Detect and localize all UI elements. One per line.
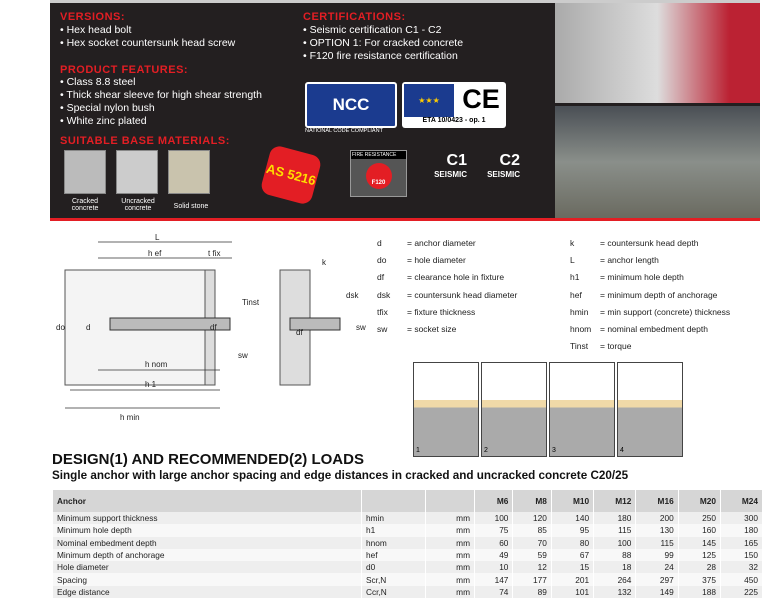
table-cell: 60 (475, 537, 513, 549)
table-cell: h1 (362, 524, 426, 536)
table-cell: 100 (594, 537, 636, 549)
table-cell: mm (426, 512, 475, 524)
legend-item: k = countersunk head depth (570, 238, 699, 248)
label-df: df (210, 323, 217, 332)
table-cell: 74 (475, 586, 513, 598)
materials-heading: SUITABLE BASE MATERIALS: (60, 135, 230, 147)
ce-mark: CE (462, 84, 500, 114)
seismic-c1-badge (412, 152, 467, 179)
table-cell: 180 (594, 512, 636, 524)
legend-item: df = clearance hole in fixture (377, 272, 505, 283)
solid-stone-image (168, 150, 210, 194)
table-cell: 300 (720, 512, 762, 524)
step-1: 1 (413, 362, 479, 457)
table-cell: 18 (594, 561, 636, 573)
step-4: 4 (617, 362, 683, 457)
table-cell: 115 (636, 537, 678, 549)
table-row (53, 573, 763, 585)
table-cell: Minimum support thickness (53, 512, 362, 524)
table-cell: hnom (362, 537, 426, 549)
anchor-photo (555, 3, 760, 103)
table-cell: 145 (678, 537, 720, 549)
list-item: • Special nylon bush (60, 102, 262, 115)
table-cell: 120 (513, 512, 551, 524)
c2-label: C2 (499, 152, 520, 169)
table-cell: 95 (551, 524, 593, 536)
table-cell: 200 (636, 512, 678, 524)
table-cell: 125 (678, 549, 720, 561)
table-cell: 89 (513, 586, 551, 598)
legend-item: do = hole diameter (377, 255, 466, 266)
table-cell: 177 (513, 573, 551, 585)
table-cell: 140 (551, 512, 593, 524)
versions-heading: VERSIONS: (60, 11, 126, 23)
table-cell: mm (426, 524, 475, 536)
table-cell: 147 (475, 573, 513, 585)
table-cell: 101 (551, 586, 593, 598)
legend-right (570, 235, 730, 355)
table-cell: mm (426, 586, 475, 598)
installation-photo (555, 106, 760, 218)
list-item: • F120 fire resistance certification (303, 50, 463, 63)
table-cell: 15 (551, 561, 593, 573)
legend-item: Tinst = torque (570, 341, 632, 352)
installation-steps (413, 362, 683, 455)
table-cell: 264 (594, 573, 636, 585)
eta-label: ETA 10/0423 - op. 1 (422, 117, 486, 124)
table-cell: 99 (636, 549, 678, 561)
column-header: M16 (636, 490, 678, 512)
step-2: 2 (481, 362, 547, 457)
table-cell: Nominal embedment depth (53, 537, 362, 549)
table-cell: hef (362, 549, 426, 561)
table-cell: 28 (678, 561, 720, 573)
table-cell: Ccr,N (362, 586, 426, 598)
certifications-heading: CERTIFICATIONS: (303, 11, 406, 23)
table-cell: 24 (636, 561, 678, 573)
anchor-dimension-diagram (50, 230, 370, 425)
table-cell: d0 (362, 561, 426, 573)
table-row (53, 524, 763, 536)
certifications-list (303, 24, 463, 63)
table-row (53, 537, 763, 549)
uncracked-concrete-image (116, 150, 158, 194)
table-row (53, 561, 763, 573)
label-tfix: t fix (208, 249, 221, 258)
ncc-logo: NCC (305, 82, 397, 128)
table-cell: mm (426, 561, 475, 573)
table-cell: 49 (475, 549, 513, 561)
table-cell: 450 (720, 573, 762, 585)
column-header: M10 (551, 490, 593, 512)
list-item: • Seismic certification C1 - C2 (303, 24, 463, 37)
table-cell: 149 (636, 586, 678, 598)
legend-item: hnom = nominal embedment depth (570, 324, 708, 335)
table-cell: 250 (678, 512, 720, 524)
table-cell: 130 (636, 524, 678, 536)
table-cell: Hole diameter (53, 561, 362, 573)
label-df2: df (296, 328, 303, 337)
table-row (53, 586, 763, 598)
table-cell: Edge distance (53, 586, 362, 598)
table-cell: 10 (475, 561, 513, 573)
label-dsk: dsk (346, 291, 359, 300)
ce-logo (402, 82, 506, 128)
as5216-badge: AS 5216 (259, 144, 322, 206)
table-cell: 88 (594, 549, 636, 561)
seismic-c2-badge (465, 152, 520, 179)
label-sw2: sw (356, 323, 366, 332)
table-cell: 80 (551, 537, 593, 549)
material-label: Cracked concrete (71, 198, 99, 212)
legend-item: h1 = minimum hole depth (570, 272, 684, 283)
list-item: • Thick shear sleeve for high shear strength (60, 89, 262, 102)
f120-icon: F120 (366, 163, 392, 189)
label-h1: h 1 (145, 380, 157, 389)
label-d: d (86, 323, 91, 332)
eu-flag-icon: ★★★ (404, 84, 454, 117)
column-header: M24 (720, 490, 762, 512)
table-cell: Scr,N (362, 573, 426, 585)
legend-item: d = anchor diameter (377, 238, 476, 248)
list-item: • White zinc plated (60, 115, 262, 128)
material-label: Solid stone (173, 203, 209, 210)
column-header: M12 (594, 490, 636, 512)
label-L: L (155, 233, 160, 242)
legend-item: hmin = min support (concrete) thickness (570, 306, 731, 317)
label-hmin: h min (120, 413, 140, 422)
table-cell: 150 (720, 549, 762, 561)
legend-item: sw = socket size (377, 324, 457, 335)
seismic-label: SEISMIC (487, 170, 520, 179)
table-cell: mm (426, 573, 475, 585)
table-cell: 188 (678, 586, 720, 598)
table-cell: 297 (636, 573, 678, 585)
table-row (53, 512, 763, 524)
table-cell: 12 (513, 561, 551, 573)
label-tinst: Tinst (242, 298, 260, 307)
fire-label: FIRE RESISTANCE (351, 151, 406, 159)
table-cell: 160 (678, 524, 720, 536)
label-sw: sw (238, 351, 248, 360)
table-cell: 115 (594, 524, 636, 536)
seismic-label: SEISMIC (434, 170, 467, 179)
material-label: Uncracked concrete (121, 198, 155, 212)
table-cell: 201 (551, 573, 593, 585)
table-cell: 375 (678, 573, 720, 585)
features-heading: PRODUCT FEATURES: (60, 64, 189, 76)
label-k: k (322, 258, 326, 267)
table-cell: mm (426, 537, 475, 549)
loads-title: DESIGN(1) AND RECOMMENDED(2) LOADS (52, 451, 364, 468)
legend-item: dsk = countersunk head diameter (377, 289, 518, 300)
list-item: • Hex socket countersunk head screw (60, 37, 235, 50)
column-header (362, 490, 426, 512)
features-list (60, 76, 262, 128)
legend-item: hef = minimum depth of anchorage (570, 289, 718, 300)
legend-left (377, 235, 517, 338)
legend-item: L = anchor length (570, 255, 659, 266)
ncc-caption: NATIONAL CODE COMPLIANT (305, 128, 383, 134)
table-cell: hmin (362, 512, 426, 524)
table-cell: 70 (513, 537, 551, 549)
column-header (426, 490, 475, 512)
table-cell: 67 (551, 549, 593, 561)
column-header: M8 (513, 490, 551, 512)
table-cell: Minimum depth of anchorage (53, 549, 362, 561)
loads-table (52, 490, 762, 598)
column-header: M20 (678, 490, 720, 512)
cracked-concrete-image (64, 150, 106, 194)
c1-label: C1 (446, 152, 467, 169)
table-cell: Spacing (53, 573, 362, 585)
table-cell: Minimum hole depth (53, 524, 362, 536)
label-hnom: h nom (145, 360, 168, 369)
list-item: • Hex head bolt (60, 24, 235, 37)
list-item: • OPTION 1: For cracked concrete (303, 37, 463, 50)
table-cell: 59 (513, 549, 551, 561)
step-3: 3 (549, 362, 615, 457)
label-do: do (56, 323, 65, 332)
table-cell: 32 (720, 561, 762, 573)
column-header: M6 (475, 490, 513, 512)
table-cell: 75 (475, 524, 513, 536)
table-cell: 132 (594, 586, 636, 598)
legend-item: tfix = fixture thickness (377, 306, 476, 317)
table-cell: mm (426, 549, 475, 561)
versions-list (60, 24, 235, 50)
column-header: Anchor (53, 490, 362, 512)
table-cell: 225 (720, 586, 762, 598)
fire-resistance-badge (350, 150, 407, 197)
table-row (53, 549, 763, 561)
table-cell: 180 (720, 524, 762, 536)
table-cell: 85 (513, 524, 551, 536)
table-cell: 100 (475, 512, 513, 524)
label-hef: h ef (148, 249, 162, 258)
list-item: • Class 8.8 steel (60, 76, 262, 89)
loads-subtitle: Single anchor with large anchor spacing and edge distances in cracked and uncracked concrete C20/25 (52, 469, 629, 482)
table-cell: 165 (720, 537, 762, 549)
